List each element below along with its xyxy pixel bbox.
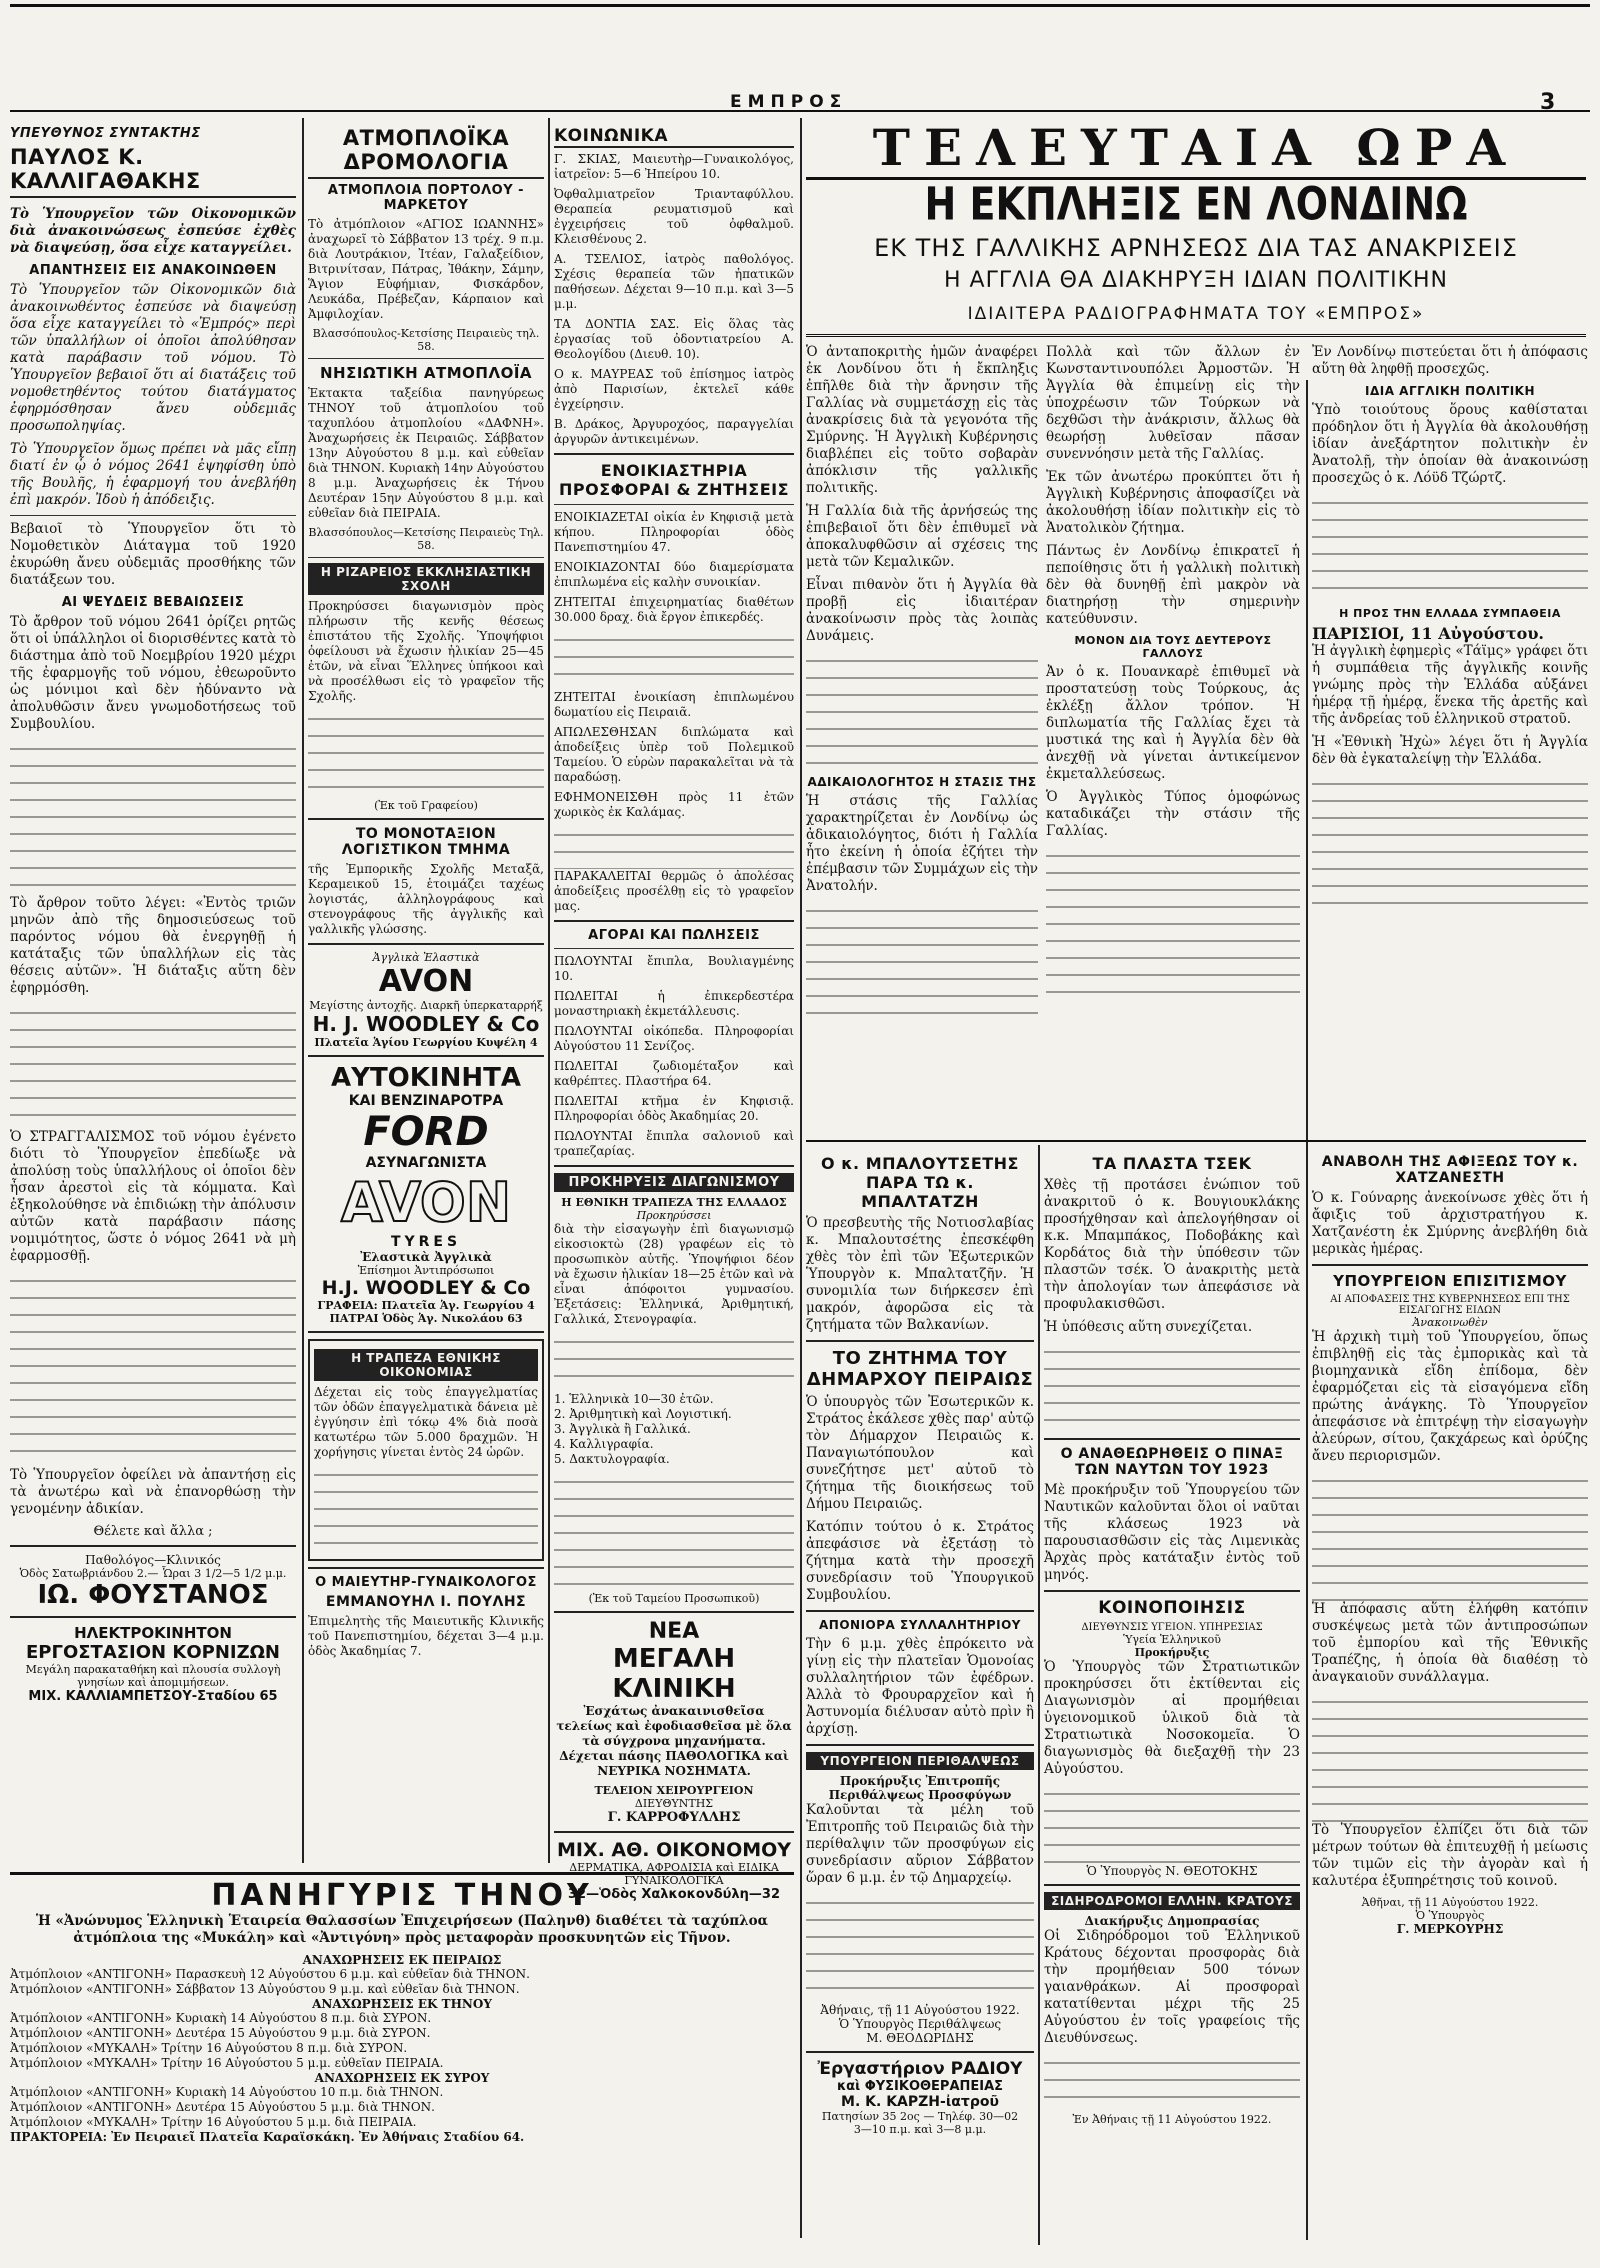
text-block xyxy=(554,1472,794,1592)
baltatzis-body: Ὁ πρεσβευτὴς τῆς Νοτιοσλαβίας κ. Μπαλουτσέτης ἐπεσκέφθη χθὲς τὸν ἐπὶ τῶν Ἐξωτερικῶν Ὑπουργὸν κ. Μπαλτατζῆν. Ἡ συνομιλία των διήρκεσεν ἐπὶ μακρόν, ἀφορῶσα εἰς τὰ ζητήματα τῶν Βαλκανίων. xyxy=(806,1215,1034,1333)
meeting-head: ΑΠΟΝΙΟΡΑ ΣΥΛΛΑΛΗΤΗΡΙΟΥ xyxy=(819,1618,1021,1632)
tyres-sub: Ἐλαστικὰ Ἀγγλικὰ xyxy=(360,1250,492,1264)
rail-sub: Διακήρυξις Δημοπρασίας xyxy=(1084,1914,1260,1928)
school-src: (Ἐκ τοῦ Γραφείου) xyxy=(374,799,478,812)
rail-sign: Ἐν Ἀθήναις τῇ 11 Αὐγούστου 1922. xyxy=(1072,2113,1272,2126)
lies-head: ΑΙ ΨΕΥΔΕΙΣ ΒΕΒΑΙΩΣΕΙΣ xyxy=(61,595,245,610)
text-block xyxy=(10,739,296,889)
meeting-body: Τὴν 6 μ.μ. χθὲς ἐπρόκειτο νὰ γίνῃ εἰς τὴν πλατεῖαν Ὁμονοίας συλλαλητήριον τῶν ἐφέδρων. Ἀλλὰ τὸ Φρουραρχεῖον καὶ ἡ Ἀστυνομία διέλυσαν αὐτὸ πρὶν ἢ ἀρχίσῃ. xyxy=(806,1636,1034,1737)
only-head: ΜΟΝΟΝ ΔΙΑ ΤΟΥΣ ΔΕΥΤΕΡΟΥΣ ΓΑΛΛΟΥΣ xyxy=(1074,634,1272,660)
supply-p: Ἀνακοινωθὲν xyxy=(1412,1316,1488,1329)
last-hour-banner: ΤΕΛΕΥΤΑΙΑ ΩΡΑ xyxy=(806,118,1586,180)
text-block xyxy=(308,709,544,799)
clinic-name: Γ. ΚΑΡΡΟΦΥΛΛΗΣ xyxy=(607,1810,741,1825)
subhead-1: ΕΚ ΤΗΣ ΓΑΛΛΙΚΗΣ ΑΡΝΗΣΕΩΣ ΔΙΑ ΤΑΣ ΑΝΑΚΡΙΣΕΙΣ xyxy=(874,234,1518,262)
school-title: Η ΡΙΖΑΡΕΙΟΣ ΕΚΚΛΗΣΙΑΣΤΙΚΗ ΣΧΟΛΗ xyxy=(308,563,544,595)
ford-logo: FORD xyxy=(363,1109,489,1155)
sailors-body: Μὲ προκήρυξιν τοῦ Ὑπουργείου τῶν Ναυτικῶν καλοῦνται ὅλοι οἱ ναῦται τῆς κλάσεως 1923 νὰ παρουσιασθῶσιν εἰς τὰς Λιμενικὰς Ἀρχὰς πρὸς κατάταξιν ἐντὸς τοῦ μηνός. xyxy=(1044,1482,1300,1583)
notices-org: Ὑγεία Ἑλληνικοῦ xyxy=(1123,1633,1221,1646)
ad-doctor-role: Παθολόγος—Κλινικός xyxy=(85,1553,221,1567)
tender-subject: 3. Ἀγγλικὰ ἢ Γαλλικά. xyxy=(554,1422,691,1436)
mayor-body-2: Κατόπιν τούτου ὁ κ. Στράτος ἀπεφάσισε νὰ ἐξετάσῃ τὸ ζήτημα κατὰ τὴν προσεχῆ συνεδρίασιν τοῦ Ὑπουργικοῦ Συμβουλίου. xyxy=(806,1519,1034,1603)
sched-item: Ἀτμόπλοιον «ΑΝΤΙΓΟΝΗ» Σάββατον 13 Αὐγούστου 9 μ.μ. καὶ εὐθεῖαν διὰ ΤΗΝΟΝ. xyxy=(10,1982,520,1996)
theft-head: ΤΑ ΠΛΑΣΤΑ ΤΣΕΚ xyxy=(1092,1154,1252,1173)
right-col-e xyxy=(1044,1150,1300,2240)
sale-item: ΠΩΛΕΙΤΑΙ κτῆμα ἐν Κηφισιᾷ. Πληροφορίαι ὁδὸς Ἀκαδημίας 20. xyxy=(554,1094,794,1123)
body-3: Βεβαιοῖ τὸ Ὑπουργεῖον ὅτι τὸ Νομοθετικὸν Διάταγμα τοῦ 1920 ἐκυρώθη ἄνευ οὐδεμιᾶς προσθήκης τῶν διατάξεων του. xyxy=(10,521,296,588)
body-6: Ὁ ΣΤΡΑΓΓΑΛΙΣΜΟΣ τοῦ νόμου ἐγένετο διότι τὸ Ὑπουργεῖον ἐπεδίωξε νὰ ἀπολύσῃ τοὺς ὑπαλλήλους οἱ ὁποῖοι δὲν ἦσαν ἀρεστοὶ εἰς τὰ κόμματα. Καὶ ἐξηκολούθησε νὰ ἐπιδιώκῃ τὴν ἀπόλυσιν αὐτῶν κατὰ παράβασιν πάσης νομιμότητος, ὥστε ὁ νόμος 2641 νὰ μὴ ἐφαρμοσθῇ. xyxy=(10,1129,296,1264)
ship-1-title: ΑΤΜΟΠΛΟΙΑ ΠΟΡΤΟΛΟΥ - ΜΑΡΚΕΤΟΥ xyxy=(327,183,525,213)
tinos-body: Ἡ «Ἀνώνυμος Ἑλληνικὴ Ἑταιρεία Θαλασσίων Ἐπιχειρήσεων (Παληνθ) διαθέτει τὰ ταχύπλοα ἀτμόπλοια της «Μυκάλη» καὶ «Ἀντιγόνη» πρὸς μεταφορὰν προσκυνητῶν εἰς Τῆνον. xyxy=(36,1913,768,1946)
editor-name: ΠΑΥΛΟΣ Κ. ΚΑΛΛΙΓΑΘΑΚΗΣ xyxy=(10,145,296,198)
course-body: τῆς Ἐμπορικῆς Σχολῆς Μεταξᾶ, Κεραμεικοῦ 15, ἑτοιμάζει ταχέως λογιστάς, ἀλληλογράφους καὶ στενογράφους τῆς ἀγγλικῆς καὶ γαλλικῆς γλώσσης. xyxy=(308,862,544,936)
care-sub: Προκήρυξις Ἐπιτροπῆς Περιθάλψεως Προσφύγων xyxy=(828,1774,1012,1802)
tender-subject: 1. Ἑλληνικὰ 10—30 ἐτῶν. xyxy=(554,1392,714,1406)
tender-sub: Προκηρύσσει xyxy=(636,1209,712,1222)
paper-name: ΕΜΠΡΟΣ xyxy=(730,92,848,112)
ship-2-agent: Βλασσόπουλος—Κετσίσης Πειραιεὺς Τηλ. 58. xyxy=(308,526,544,552)
derm-addr: 32—Ὁδὸς Χαλκοκονδύλη—32 xyxy=(568,1887,780,1902)
mid-1: Πολλὰ καὶ τῶν ἄλλων ἐν Κωνσταντινουπόλει Ἀρμοστῶν. Ἡ Ἀγγλία θὰ ἐπιμείνῃ εἰς τὴν ὑποχρέωσιν τῶν Τούρκων νὰ δεχθῶσι τὴν ἀνάκρισιν, ἄλλως θὰ θεωρήσῃ λυθεῖσαν πᾶσαν συνεννόησιν μετὰ τῆς Γαλλίας. xyxy=(1046,344,1300,462)
supply-body-2: Ἡ ἀπόφασις αὕτη ἐλήφθη κατόπιν συσκέψεως μετὰ τῶν ἀντιπροσώπων τοῦ ἐμπορίου καὶ τῆς Ἐθνικῆς Τραπέζης, ἡ ὁποία θὰ διαθέσῃ τὸ ἀναγκαιοῦν συνάλλαγμα. xyxy=(1312,1601,1588,1685)
bank-title: Η ΤΡΑΠΕΖΑ ΕΘΝΙΚΗΣ ΟΙΚΟΝΟΜΙΑΣ xyxy=(314,1349,538,1381)
text-block xyxy=(1312,1692,1588,1822)
tender-head: ΠΡΟΚΗΡΥΞΙΣ ΔΙΑΓΩΝΙΣΜΟΥ xyxy=(554,1173,794,1192)
tyres-rep: Ἐπίσημοι Ἀντιπρόσωποι xyxy=(357,1264,495,1277)
answers-head: ΑΠΑΝΤΗΣΕΙΣ ΕΙΣ ΑΝΑΚΟΙΝΩΘΕΝ xyxy=(29,263,277,278)
column-2 xyxy=(308,122,544,1862)
supply-body: Ἡ ἀρχικὴ τιμὴ τοῦ Ὑπουργείου, ὅπως ἐπιβληθῇ εἰς τὰς ἐμπορικὰς καὶ τὰ βιομηχανικὰ εἴδη ἐπίδομα, δὲν ἐφαρμόζεται εἰς τὰ εἰσαγόμενα εἴδη πρώτης ἀνάγκης. Τὸ Ὑπουργεῖον ἀπεφάσισε νὰ ἐπιτρέψῃ τὴν εἰσαγωγὴν ἀλεύρων, σίτου, ζακχάρεως καὶ ὀρύζης ἄνευ περιορισμῶν. xyxy=(1312,1329,1588,1464)
clinic-body: Ἐσχάτως ἀνακαινισθεῖσα τελείως καὶ ἐφοδιασθεῖσα μὲ ὅλα τὰ σύγχρονα μηχανήματα. Δέχεται πάσης ΠΑΘΟΛΟΓΙΚΑ καὶ ΝΕΥΡΙΚΑ ΝΟΣΗΜΑΤΑ. xyxy=(556,1704,792,1778)
doctor-title: Ο ΜΑΙΕΥΤΗΡ-ΓΥΝΑΙΚΟΛΟΓΟΣ xyxy=(315,1575,537,1590)
page-number: 3 xyxy=(1540,90,1556,115)
paris-head: Η ΠΡΟΣ ΤΗΝ ΕΛΛΑΔΑ ΣΥΜΠΑΘΕΙΑ xyxy=(1339,607,1561,620)
text-block xyxy=(806,651,1038,771)
bank-body: Δέχεται εἰς τοὺς ἐπαγγελματίας τῶν ὁδῶν ἐπαγγελματικὰ δάνεια μὲ ἐγγύησιν ἐπὶ τόκῳ 4% διὰ ποσὰ κατωτέρω τῶν 5.000 δραχμῶν. Ἡ χορήγησις γίνεται ἐντὸς 24 ὡρῶν. xyxy=(314,1385,538,1459)
care-sign-2: Ὁ Ὑπουργὸς Περιθάλψεως xyxy=(838,2017,1002,2031)
column-3 xyxy=(554,122,794,1902)
right-col-d xyxy=(806,1150,1034,2240)
radio-3: Μ. Κ. ΚΑΡΖΗ-ἰατροῦ xyxy=(841,2094,999,2110)
supply-sub: ΑΙ ΑΠΟΦΑΣΕΙΣ ΤΗΣ ΚΥΒΕΡΝΗΣΕΩΣ ΕΠΙ ΤΗΣ ΕΙΣΑΓΩΓΗΣ ΕΙΔΩΝ xyxy=(1330,1294,1570,1316)
ad-doctor-name: ΙΩ. ΦΟΥΣΤΑΝΟΣ xyxy=(37,1580,269,1610)
derm-body: ΔΕΡΜΑΤΙΚΑ, ΑΦΡΟΔΙΣΙΑ καὶ ΕΙΔΙΚΑ ΓΥΝΑΙΚΟΛΟΓΙΚΑ xyxy=(569,1861,779,1887)
right-col-b xyxy=(1046,344,1300,1134)
main-headline: Η ΕΚΠΛΗΞΙΣ ΕΝ ΛΟΝΔΙΝΩ xyxy=(924,177,1468,231)
notices-sign: Ὁ Ὑπουργὸς Ν. ΘΕΟΤΟΚΗΣ xyxy=(1086,1864,1258,1878)
text-block xyxy=(1044,2053,1300,2113)
text-block xyxy=(1044,1784,1300,1864)
policy-body: Ὑπὸ τοιούτους ὅρους καθίσταται πρόδηλον ὅτι ἡ Ἀγγλία θὰ ἀκολουθήσῃ ἰδίαν ἀνεξάρτητον πολιτικὴν ἐν Ἀνατολῇ, τὴν ὁποίαν θὰ ἀνακοινώσῃ προσεχῶς ὁ κ. Λόϋδ Τζώρτζ. xyxy=(1312,402,1588,486)
policy-lead: Ἐν Λονδίνῳ πιστεύεται ὅτι ἡ ἀπόφασις αὕτη θὰ ληφθῇ προσεχῶς. xyxy=(1312,344,1588,377)
ship-1-agent: Βλασσόπουλος-Κετσίσης Πειραιεὺς τηλ. 58. xyxy=(312,327,540,353)
theft-body: Χθὲς τῇ προτάσει ἐνώπιον τοῦ ἀνακριτοῦ ὁ κ. Βουγιουκλάκης προσήχθησαν καὶ ἀπελογήθησαν οἱ κ.κ. Μπαμπάκος, Ποδοβάκης καὶ Κορδάτος διὰ τὴν ὑπόθεσιν τῶν πλαστῶν τσέκ. Ὁ ἀνακριτὴς μετὰ τὴν ἀπολογίαν των ἀπεφάσισε νὰ προφυλακισθῶσι. xyxy=(1044,1177,1300,1312)
ship-2-body: Ἐκτακτα ταξείδια πανηγύρεως ΤΗΝΟΥ τοῦ ἀτμοπλοίου τοῦ ταχυπλόου ἀτμοπλοίου «ΔΑΦΝΗ». Ἀναχωρήσεις ἐκ Πειραιῶς. Σάββατον 13ην Αὐγούστου 8 μ.μ. καὶ εὐθεῖαν διὰ ΤΗΝΟΝ. Κυριακὴ 14ην Αὐγούστου 8 μ.μ. Ἀναχωρήσεις ἐκ Τήνου Δευτέραν 15ην Αὐγούστου 8 μ.μ. καὶ εὐθεῖαν διὰ ΠΕΙΡΑΙΑ. xyxy=(308,386,544,520)
classified-item: ΕΝΟΙΚΙΑΖΟΝΤΑΙ δύο διαμερίσματα ἐπιπλωμένα εἰς καλὴν συνοικίαν. xyxy=(554,560,794,589)
mayor-head: ΤΟ ΖΗΤΗΜΑ ΤΟΥ ΔΗΜΑΡΧΟΥ ΠΕΙΡΑΙΩΣ xyxy=(806,1348,1034,1390)
sched-item: Ἀτμόπλοιον «ΑΝΤΙΓΟΝΗ» Παρασκευὴ 12 Αὐγούστου 6 μ.μ. καὶ εὐθεῖαν διὰ ΤΗΝΟΝ. xyxy=(10,1967,530,1981)
mayor-body: Ὁ ὑπουργὸς τῶν Ἐσωτερικῶν κ. Στράτος ἐκάλεσε χθὲς παρ' αὐτῷ τὸν Δήμαρχον Πειραιῶς κ. Παναγιωτόπουλον καὶ συνεζήτησε μετ' αὐτοῦ τὸ ζήτημα τῆς διοικήσεως τοῦ Δήμου Πειραιῶς. xyxy=(806,1394,1034,1512)
text-block xyxy=(314,1465,538,1555)
ship-2-title: ΝΗΣΙΩΤΙΚΗ ΑΤΜΟΠΛΟΪΑ xyxy=(319,364,533,382)
text-block xyxy=(806,901,1038,1021)
supply-sign-2: Ὁ Ὑπουργὸς xyxy=(1415,1909,1485,1922)
mid-3: Πάντως ἐν Λονδίνῳ ἐπικρατεῖ ἡ πεποίθησις ὅτι ἡ γαλλικὴ πολιτικὴ δὲν θὰ δυνηθῇ ἐπὶ μακρὸν νὰ διατηρήσῃ τὴν σημερινὴν κατεύθυνσιν. xyxy=(1046,543,1300,627)
lead-2: Ἡ Γαλλία διὰ τῆς ἀρνήσεώς της ἐπιβεβαιοῖ ὅτι δὲν ἐπιθυμεῖ νὰ ἀποκαλυφθῶσιν αἱ σχέσεις της μετὰ τῶν Κεμαλικῶν. xyxy=(806,503,1038,570)
notices-body: Ὁ Ὑπουργὸς τῶν Στρατιωτικῶν προκηρύσσει ὅτι ἐκτίθενται εἰς Διαγωνισμὸν αἱ προμήθειαι ὑγειονομικοῦ ὑλικοῦ διὰ τὰ Στρατιωτικὰ Νοσοκομεῖα. Ὁ διαγωνισμὸς θὰ διεξαχθῇ τὴν 23 Αὐγούστου. xyxy=(1044,1659,1300,1777)
column-1 xyxy=(10,122,296,1862)
tinos-festival xyxy=(10,1878,794,2238)
subhead-3: ΙΔΙΑΙΤΕΡΑ ΡΑΔΙΟΓΡΑΦΗΜΑΤΑ ΤΟΥ «ΕΜΠΡΟΣ» xyxy=(967,304,1425,324)
only-body: Ἀν ὁ κ. Πουανκαρὲ ἐπιθυμεῖ νὰ προστατεύσῃ τοὺς Τούρκους, ἀς ἐκλέξῃ ἄλλον τρόπον. Ἡ διπλωματία τῆς Γαλλίας ἔχει τὰ μυστικά της καὶ ἡ Ἀγγλία δὲν θὰ ἀνεχθῇ νὰ γίνεται ἀντικείμενον ἐκμεταλλεύσεως. xyxy=(1046,664,1300,782)
divider xyxy=(806,334,1586,337)
right-col-f xyxy=(1312,1150,1588,2240)
sale-head: ΑΓΟΡΑΙ ΚΑΙ ΠΩΛΗΣΕΙΣ xyxy=(588,928,760,943)
shipping-head: ΑΤΜΟΠΛΟΪΚΑ ΔΡΟΜΟΛΟΓΙΑ xyxy=(308,126,544,179)
supply-sign-1: Ἀθῆναι, τῇ 11 Αὐγούστου 1922. xyxy=(1361,1896,1539,1909)
body-1: Τὸ Ὑπουργεῖον τῶν Οἰκονομικῶν διὰ ἀνακοινωθέντος ἐσπεύσε νὰ διαψεύσῃ ὅσα εἶχε καταγγείλει τὸ «Ἐμπρός» περὶ τῶν ὑπαλλήλων οἱ ὁποῖοι ἀπολύθησαν κατὰ παράβασιν τοῦ νόμου. Τὸ Ὑπουργεῖον βεβαιοῖ ὅτι αἱ διατάξεις τοῦ νομοθετηθέντος τούτου διατάγματος ἐφηρμόσθησαν ἄνευ οὐδεμιᾶς προσωποληψίας. xyxy=(10,282,296,434)
rail-head: ΣΙΔΗΡΟΔΡΟΜΟΙ ΕΛΛΗΝ. ΚΡΑΤΟΥΣ xyxy=(1044,1892,1300,1910)
cars-2: ΚΑΙ ΒΕΝΖΙΝΑΡΟΤΡΑ xyxy=(348,1093,504,1109)
sale-item: ΠΩΛΟΥΝΤΑΙ ἔπιπλα σαλονιοῦ καὶ τραπεζαρίας. xyxy=(554,1129,794,1158)
tender-subject: 4. Καλλιγραφία. xyxy=(554,1437,654,1451)
derm-name: ΜΙΧ. ΑΘ. ΟΙΚΟΝΟΜΟΥ xyxy=(556,1839,792,1861)
text-block xyxy=(1312,1471,1588,1601)
avon-intro: Ἀγγλικὰ Ἐλαστικὰ xyxy=(372,951,480,964)
sched-item: Ἀτμόπλοιον «ΜΥΚΑΛΗ» Τρίτην 16 Αὐγούστου 8 π.μ. διὰ ΣΥΡΟΝ. xyxy=(10,2041,408,2055)
clinic-new: ΝΕΑ xyxy=(648,1619,700,1644)
postpone-body: Ὁ κ. Γούναρης ἀνεκοίνωσε χθὲς ὅτι ἡ ἄφιξις τοῦ ἀρχιστρατήγου κ. Χατζανέστη ἐκ Σμύρνης ἀνεβλήθη διὰ μερικὰς ἡμέρας. xyxy=(1312,1190,1588,1257)
lead-text: Τὸ Ὑπουργεῖον τῶν Οἰκονομικῶν διὰ ἀνακοινώσεως ἐσπεύσε ἐχθὲς νὰ διαψεύσῃ, ὅσα εἶχε καταγγείλει. xyxy=(10,206,296,256)
only-body-2: Ὁ Ἀγγλικὸς Τύπος ὁμοφώνως καταδικάζει τὴν στάσιν τῆς Γαλλίας. xyxy=(1046,789,1300,839)
subhead-2: Η ΑΓΓΛΙΑ ΘΑ ΔΙΑΚΗΡΥΞΗ ΙΔΙΑΝ ΠΟΛΙΤΙΚΗΝ xyxy=(943,268,1449,293)
text-block xyxy=(10,1271,296,1461)
paris-body-2: Ἡ «Ἐθνικὴ Ἠχὼ» λέγει ὅτι ἡ Ἀγγλία δὲν θὰ ἐγκαταλείψῃ τὴν Ἑλλάδα. xyxy=(1312,734,1588,767)
sched-item: Ἀτμόπλοιον «ΜΥΚΑΛΗ» Τρίτην 16 Αὐγούστου 5 μ.μ. εὐθεῖαν ΠΕΙΡΑΙΑ. xyxy=(10,2056,444,2070)
sched-head-1: ΑΝΑΧΩΡΗΣΕΙΣ ΕΚ ΠΕΙΡΑΙΩΣ xyxy=(302,1953,502,1967)
lead-1: Ὁ ἀνταποκριτὴς ἡμῶν ἀναφέρει ἐκ Λονδίνου ὅτι ἡ ἔκπληξις ἐπῆλθε διὰ τὴν ἄρνησιν τῆς Γαλλίας νὰ συμμετάσχῃ εἰς τὰς ἀνακρίσεις διὰ τὰ γεγονότα τῆς Σμύρνης. Ἡ Ἀγγλικὴ Κυβέρνησις διαβλέπει εἰς τοῦτο σοβαρὰν ἀπόκλισιν τῆς γαλλικῆς πολιτικῆς. xyxy=(806,344,1038,496)
tender-subject: 5. Δακτυλογραφία. xyxy=(554,1452,670,1466)
care-sign-1: Ἀθήναις, τῇ 11 Αὐγούστου 1922. xyxy=(820,2003,1020,2017)
sched-item: Ἀτμόπλοιον «ΑΝΤΙΓΟΝΗ» Δευτέρα 15 Αὐγούστου 9 μ.μ. διὰ ΣΥΡΟΝ. xyxy=(10,2026,431,2040)
tender-body: διὰ τὴν εἰσαγωγὴν ἐπὶ διαγωνισμῷ εἰκοσιοκτὼ (28) γραφέων εἰς τὸ προσωπικὸν αὐτῆς. Ὑποψήφιοι δέον νὰ ἔχωσιν ἡλικίαν 18—25 ἐτῶν καὶ νὰ εἶναι ἀπόφοιτοι γυμνασίου. Ἐξετάσεις: Ἑλληνικά, Ἀριθμητική, Γαλλικά, Στενογραφία. xyxy=(554,1222,794,1326)
school-body: Προκηρύσσει διαγωνισμὸν πρὸς πλήρωσιν τῆς κενῆς θέσεως ἐπιστάτου τῆς Σχολῆς. Ὑποψήφιοι ὀφείλουσι νὰ ἔχωσιν ἡλικίαν 25—45 ἐτῶν, νὰ εἶναι Ἕλληνες ὑπήκοοι καὶ νὰ προσέλθωσι εἰς τὸ γραφεῖον τῆς Σχολῆς. xyxy=(308,599,544,703)
tender-src: (Ἐκ τοῦ Ταμείου Προσωπικοῦ) xyxy=(588,1592,760,1605)
classified-item: ΖΗΤΕΙΤΑΙ ἐνοικίαση ἐπιπλωμένου δωματίου εἰς Πειραιᾶ. xyxy=(554,690,794,719)
notices-sub: ΔΙΕΥΘΥΝΣΙΣ ΥΓΕΙΟΝ. ΥΠΗΡΕΣΙΑΣ xyxy=(1081,1622,1263,1633)
care-body: Καλοῦνται τὰ μέλη τοῦ Ἐπιτροπῆς τοῦ Πειραιῶς διὰ τὴν περίθαλψιν τῶν προσφύγων εἰς συνεδρίασιν αὔριον Σάββατον ὥραν 6 μ.μ. ἐν τῷ Δημαρχείῳ. xyxy=(806,1802,1034,1886)
classified-item: ΕΦΗΜΟΝΕΙΣΘΗ πρὸς 11 ἐτῶν χωρικὸς ἐκ Καλάμας. xyxy=(554,790,794,819)
social-head: ΚΟΙΝΩΝΙΚΑ xyxy=(554,126,794,148)
supply-head: ΥΠΟΥΡΓΕΙΟΝ ΕΠΙΣΙΤΙΣΜΟΥ xyxy=(1333,1272,1567,1290)
tyres-label: TYRES xyxy=(390,1234,462,1250)
divider xyxy=(10,1872,794,1875)
body-7: Τὸ Ὑπουργεῖον ὀφείλει νὰ ἀπαντήσῃ εἰς τὰ ἀνωτέρω καὶ νὰ ἐπανορθώσῃ τὴν γενομένην ἀδικίαν. xyxy=(10,1467,296,1517)
social-item: Ο κ. ΜΑΥΡΕΑΣ τοῦ ἐπίσημος ἰατρὸς ἀπὸ Παρισίων, ἐκτελεῖ κάθε ἐγχείρησιν. xyxy=(554,367,794,411)
tinos-head: ΠΑΝΗΓΥΡΙΣ ΤΗΝΟΥ xyxy=(211,1878,593,1913)
ad-factory-3: Μεγάλη παρακαταθήκη καὶ πλουσία συλλογὴ γνησίων καὶ ἀπομιμήσεων. xyxy=(25,1663,281,1689)
sale-item: ΠΩΛΟΥΝΤΑΙ οἰκόπεδα. Πληροφορίαι Αὐγούστου 11 Σενίζος. xyxy=(554,1024,794,1053)
avon-sub: Μεγίστης ἀντοχῆς. Διαρκῆ ὑπερκαταρρήξ xyxy=(309,999,543,1012)
care-head: ΥΠΟΥΡΓΕΙΟΝ ΠΕΡΙΘΑΛΨΕΩΣ xyxy=(806,1752,1034,1770)
classified-item: ΕΝΟΙΚΙΑΖΕΤΑΙ οἰκία ἐν Κηφισιᾷ μετὰ κήπου. Πληροφορίαι ὁδὸς Πανεπιστημίου 47. xyxy=(554,510,794,554)
clinic-director: ΔΙΕΥΘΥΝΤΗΣ xyxy=(634,1797,714,1810)
ad-factory-2: ΕΡΓΟΣΤΑΣΙΟΝ ΚΟΡΝΙΖΩΝ xyxy=(25,1642,280,1663)
care-sign-3: Μ. ΘΕΟΔΩΡΙΔΗΣ xyxy=(866,2031,974,2045)
sale-item: ΠΩΛΕΙΤΑΙ ἡ ἐπικερδεστέρα μοναστηριακὴ ἐκμετάλλευσις. xyxy=(554,989,794,1018)
tender-subject: 2. Ἀριθμητικὴ καὶ Λογιστική. xyxy=(554,1407,732,1421)
clinic-dept: ΤΕΛΕΙΟΝ ΧΕΙΡΟΥΡΓΕΙΟΝ xyxy=(594,1784,754,1797)
lead-3: Εἶναι πιθανὸν ὅτι ἡ Ἀγγλία θὰ προβῇ εἰς ἰδιαιτέραν ἀνακοίνωσιν πρὸς τὰς λοιπὰς Δυνάμεις. xyxy=(806,577,1038,644)
social-item: ΤΑ ΔΟΝΤΙΑ ΣΑΣ. Εἰς ὅλας τὰς ἐργασίας τοῦ ὀδοντιατρείου Α. Θεολογίδου (Διευθ. 10). xyxy=(554,317,794,361)
text-block xyxy=(10,1003,296,1123)
editor-label: ΥΠΕΥΘΥΝΟΣ ΣΥΝΤΑΚΤΗΣ xyxy=(10,126,201,141)
text-block xyxy=(1046,846,1300,996)
sailors-head: Ο ΑΝΑΘΕΩΡΗΘΕΙΣ Ο ΠΙΝΑΞ ΤΩΝ ΝΑΥΤΩΝ ΤΟΥ 1923 xyxy=(1060,1446,1284,1478)
text-block xyxy=(554,825,794,869)
body-4: Τὸ ἄρθρον τοῦ νόμου 2641 ὁρίζει ρητῶς ὅτι οἱ ὑπάλληλοι οἱ διορισθέντες κατὰ τὸ διάστημα ἀπὸ τοῦ Νοεμβρίου 1920 μέχρι τῆς ἐφαρμογῆς τοῦ νόμου, ἐθεωροῦντο ὡς μόνιμοι καὶ δὲν ἠδύναντο νὰ ἀπολυθῶσιν ἄνευ γνωμοδοτήσεως τοῦ Συμβουλίου. xyxy=(10,614,296,732)
classified-item: ΖΗΤΕΙΤΑΙ ἐπιχειρηματίας διαθέτων 30.000 δραχ. διὰ ἔργον ἐπικερδές. xyxy=(554,595,794,624)
turk-head: ΑΔΙΚΑΙΟΛΟΓΗΤΟΣ Η ΣΤΑΣΙΣ ΤΗΣ xyxy=(807,775,1037,789)
text-block xyxy=(1312,774,1588,914)
paris-body: Ἡ ἀγγλικὴ ἐφημερὶς «Τάϊμς» γράφει ὅτι ἡ συμπάθεια τῆς ἀγγλικῆς κοινῆς γνώμης πρὸς τὴν Ἑλλάδα αὐξάνει ἡμέρᾳ τῇ ἡμέρᾳ, ἕνεκα τῆς ἀρετῆς καὶ τῆς ἀνδρείας τοῦ ἑλληνικοῦ στρατοῦ. xyxy=(1312,643,1588,727)
right-col-a xyxy=(806,344,1038,1134)
ad-doctor-hours: Ὁδὸς Σατωβριάνδου 2.— Ὧραι 3 1/2—5 1/2 μ.μ. xyxy=(19,1567,287,1580)
radio-4: Πατησίων 35 2ος — Τηλέφ. 30—02 xyxy=(821,2110,1019,2123)
radio-2: καὶ ΦΥΣΙΚΟΘΕΡΑΠΕΙΑΣ xyxy=(836,2079,1004,2094)
doctor-name: ΕΜΜΑΝΟΥΗΛ Ι. ΠΟΥΛΗΣ xyxy=(325,1594,527,1610)
ad-factory-4: ΜΙΧ. ΚΑΛΛΙΑΜΠΕΤΣΟΥ-Σταδίου 65 xyxy=(28,1689,278,1704)
baltatzis-head: Ο κ. ΜΠΑΛΟΥΤΣΕΤΗΣ ΠΑΡΑ ΤΩ κ. ΜΠΑΛΤΑΤΖΗ xyxy=(821,1154,1019,1211)
text-block xyxy=(1044,1342,1300,1432)
rail-body: Οἱ Σιδηρόδρομοι τοῦ Ἑλληνικοῦ Κράτους δέχονται προσφορὰς διὰ τὴν προμήθειαν 500 τόνων γαιανθράκων. Αἱ προσφοραὶ κατατίθενται μέχρι τῆς 25 Αὐγούστου ἐν τοῖς γραφείοις τῆς Διευθύνσεως. xyxy=(1044,1928,1300,2046)
doctor-body: Ἐπιμελητὴς τῆς Μαιευτικῆς Κλινικῆς τοῦ Πανεπιστημίου, δέχεται 3—4 μ.μ. ὁδὸς Ἀκαδημίας 7. xyxy=(308,1614,544,1658)
text-block xyxy=(554,630,794,690)
text-block xyxy=(554,1332,794,1392)
bank-box xyxy=(308,1339,544,1561)
policy-head: ΙΔΙΑ ΑΓΓΛΙΚΗ ΠΟΛΙΤΙΚΗ xyxy=(1364,384,1536,398)
sched-item: Ἀτμόπλοιον «ΜΥΚΑΛΗ» Τρίτην 16 Αὐγούστου 5 μ.μ. διὰ ΠΕΙΡΑΙΑ. xyxy=(10,2115,417,2129)
mid-2: Ἐκ τῶν ἀνωτέρω προκύπτει ὅτι ἡ Ἀγγλικὴ Κυβέρνησις ἀποφασίζει νὰ ἀκολουθήσῃ ἰδίαν πολιτικὴν εἰς τὸ Ἀνατολικὸν ζήτημα. xyxy=(1046,469,1300,536)
supply-body-3: Τὸ Ὑπουργεῖον ἐλπίζει ὅτι διὰ τῶν μέτρων τούτων θὰ ἐπιτευχθῇ ἡ μείωσις τῶν τιμῶν εἰς τὴν ἀγορὰν καὶ ἡ καλυτέρα ἐξυπηρέτησις τοῦ κοινοῦ. xyxy=(1312,1822,1588,1889)
theft-body-2: Ἡ ὑπόθεσις αὕτη συνεχίζεται. xyxy=(1044,1319,1253,1335)
sched-head-3: ΑΝΑΧΩΡΗΣΕΙΣ ΕΚ ΣΥΡΟΥ xyxy=(314,2071,490,2085)
woodley-2: H.J. WOODLEY & Co xyxy=(321,1277,531,1299)
right-col-c xyxy=(1312,344,1588,1134)
sched-item: Ἀτμόπλοιον «ΑΝΤΙΓΟΝΗ» Κυριακὴ 14 Αὐγούστου 8 π.μ. διὰ ΣΥΡΟΝ. xyxy=(10,2011,432,2025)
cars-3: ΑΣΥΝΑΓΩΝΙΣΤΑ xyxy=(365,1155,487,1171)
social-item: Ὀφθαλμιατρεῖον Τριανταφύλλου. Θεραπεία ρευματισμοῦ καὶ ἐγχειρήσεις τοῦ ὀφθαλμοῦ. Κλεισθένους 2. xyxy=(554,187,794,246)
social-item: Γ. ΣΚΙΑΣ, Μαιευτὴρ—Γυναικολόγος, ἰατρεῖον: 5—6 Ἠπείρου 10. xyxy=(554,152,794,181)
sale-item: ΠΩΛΕΙΤΑΙ ζωδιομέταξον καὶ καθρέπτες. Πλαστήρα 64. xyxy=(554,1059,794,1088)
text-block xyxy=(1312,493,1588,603)
avon-brand: AVON xyxy=(378,964,474,999)
paris-dateline: ΠΑΡΙΣΙΟΙ, 11 Αὐγούστου. xyxy=(1312,624,1544,643)
notices-p: Προκήρυξις xyxy=(1134,1646,1210,1659)
woodley-1: H. J. WOODLEY & Co xyxy=(312,1012,540,1036)
sale-item: ΠΩΛΟΥΝΤΑΙ ἔπιπλα, Βουλιαγμένης 10. xyxy=(554,954,794,983)
ad-factory-1: ΗΛΕΚΤΡΟΚΙΝΗΤΟΝ xyxy=(74,1624,232,1642)
classified-head: ΕΝΟΙΚΙΑΣΤΗΡΙΑ ΠΡΟΣΦΟΡΑΙ & ΖΗΤΗΣΕΙΣ xyxy=(558,461,790,499)
agents: ΠΡΑΚΤΟΡΕΙΑ: Ἐν Πειραιεῖ Πλατεῖα Καραϊσκάκη. Ἐν Ἀθήναις Σταδίου 64. xyxy=(10,2130,525,2144)
ship-1-body: Τὸ ἀτμόπλοιον «ΑΓΙΟΣ ΙΩΑΝΝΗΣ» ἀναχωρεῖ τὸ Σάββατον 13 τρέχ. 9 π.μ. διὰ Λουτράκιον, Ἰτέαν, Γαλαξείδιον, Βιτρινίτσαν, Πάτρας, Ἰθάκην, Σάμην, Ἅγιον Εὐφήμιαν, Φισκάρδον, Λευκάδα, Πρέβεζαν, Κάρπαιον καὶ Ἀμφιλοχίαν. xyxy=(308,217,544,321)
notices-head: ΚΟΙΝΟΠΟΙΗΣΙΣ xyxy=(1098,1598,1246,1618)
sched-item: Ἀτμόπλοιον «ΑΝΤΙΓΟΝΗ» Δευτέρα 15 Αὐγούστου 5 μ.μ. διὰ ΤΗΝΟΝ. xyxy=(10,2100,435,2114)
body-5: Τὸ ἄρθρον τοῦτο λέγει: «Ἐντὸς τριῶν μηνῶν ἀπὸ τῆς δημοσιεύσεως τοῦ παρόντος νόμου θὰ ἐνεργηθῇ ἡ κατάταξις τῶν ὑπαλλήλων εἰς τὰς θέσεις αὐτῶν». Ἡ διάταξις αὕτη δὲν ἐφηρμόσθη. xyxy=(10,895,296,996)
social-item: Α. ΤΣΕΛΙΟΣ, ἰατρὸς παθολόγος. Σχέσις θεραπεία τῶν ἠπατικῶν παθήσεων. Δέχεται 9—10 π.μ. καὶ 3—5 μ.μ. xyxy=(554,252,794,311)
clinic-big: ΜΕΓΑΛΗ ΚΛΙΝΙΚΗ xyxy=(612,1644,736,1704)
social-item: Β. Δράκος, Ἀργυροχόος, παραγγελίαι ἀργυρῶν ἀντικειμένων. xyxy=(554,417,794,446)
classified-item: ΠΑΡΑΚΑΛΕΙΤΑΙ θερμῶς ὁ ἀπολέσας ἀποδείξεις προσέλθῃ εἰς τὸ γραφεῖον μας. xyxy=(554,869,794,913)
text-block xyxy=(806,1893,1034,2003)
tender-org: Η ΕΘΝΙΚΗ ΤΡΑΠΕΖΑ ΤΗΣ ΕΛΛΑΔΟΣ xyxy=(561,1196,787,1209)
radio-5: 3—10 π.μ. καὶ 3—8 μ.μ. xyxy=(853,2123,987,2136)
signature: Θέλετε καὶ ἄλλα ; xyxy=(93,1524,213,1539)
woodley-addr: Πλατεῖα Ἁγίου Γεωργίου Κυψέλη 4 xyxy=(314,1036,538,1049)
course-title: ΤΟ ΜΟΝΟΤΑΞΙΟΝ ΛΟΓΙΣΤΙΚΟΝ ΤΜΗΜΑ xyxy=(341,826,511,858)
supply-sign-3: Γ. ΜΕΡΚΟΥΡΗΣ xyxy=(1396,1922,1504,1936)
radio-1: Ἐργαστήριον ΡΑΔΙΟΥ xyxy=(817,2059,1023,2079)
classified-item: ΑΠΩΛΕΣΘΗΣΑΝ διπλώματα καὶ ἀποδείξεις ὑπὲρ τοῦ Πολεμικοῦ Ταμείου. Ὁ εὑρὼν παρακαλεῖται νὰ τὰ παραδώσῃ. xyxy=(554,725,794,784)
woodley-2-addr: ΓΡΑΦΕΙΑ: Πλατεῖα Ἁγ. Γεωργίου 4 xyxy=(317,1299,535,1312)
body-2: Τὸ Ὑπουργεῖον ὅμως πρέπει νὰ μᾶς εἴπῃ διατί ἐν ᾧ ὁ νόμος 2641 ἐψηφίσθη ὑπὸ τῆς Βουλῆς, ἡ ἐφαρμογή του ἀνεβλήθη ἐπὶ μακρόν. Ἰδοὺ ἡ ἀπόδειξις. xyxy=(10,441,296,508)
postpone-head: ΑΝΑΒΟΛΗ ΤΗΣ ΑΦΙΞΕΩΣ ΤΟΥ κ. ΧΑΤΖΑΝΕΣΤΗ xyxy=(1321,1154,1579,1186)
divider xyxy=(806,1140,1586,1142)
tyres-brand: AVON xyxy=(340,1171,512,1234)
woodley-2-patras: ΠΑΤΡΑΙ Ὁδὸς Ἁγ. Νικολάου 63 xyxy=(329,1312,523,1325)
sched-head-2: ΑΝΑΧΩΡΗΣΕΙΣ ΕΚ ΤΗΝΟΥ xyxy=(312,1997,492,2011)
turk-body: Ἡ στάσις τῆς Γαλλίας χαρακτηρίζεται ἐν Λονδίνῳ ὡς ἀδικαιολόγητος, διότι ἡ Γαλλία ἦτο ἐκείνη ἡ ὁποία ἐζήτει τὴν ἐπέμβασιν τῶν Συμμάχων εἰς τὴν Ἀνατολήν. xyxy=(806,793,1038,894)
cars-1: ΑΥΤΟΚΙΝΗΤΑ xyxy=(331,1063,521,1093)
sched-item: Ἀτμόπλοιον «ΑΝΤΙΓΟΝΗ» Κυριακὴ 14 Αὐγούστου 10 π.μ. διὰ ΤΗΝΟΝ. xyxy=(10,2085,444,2099)
